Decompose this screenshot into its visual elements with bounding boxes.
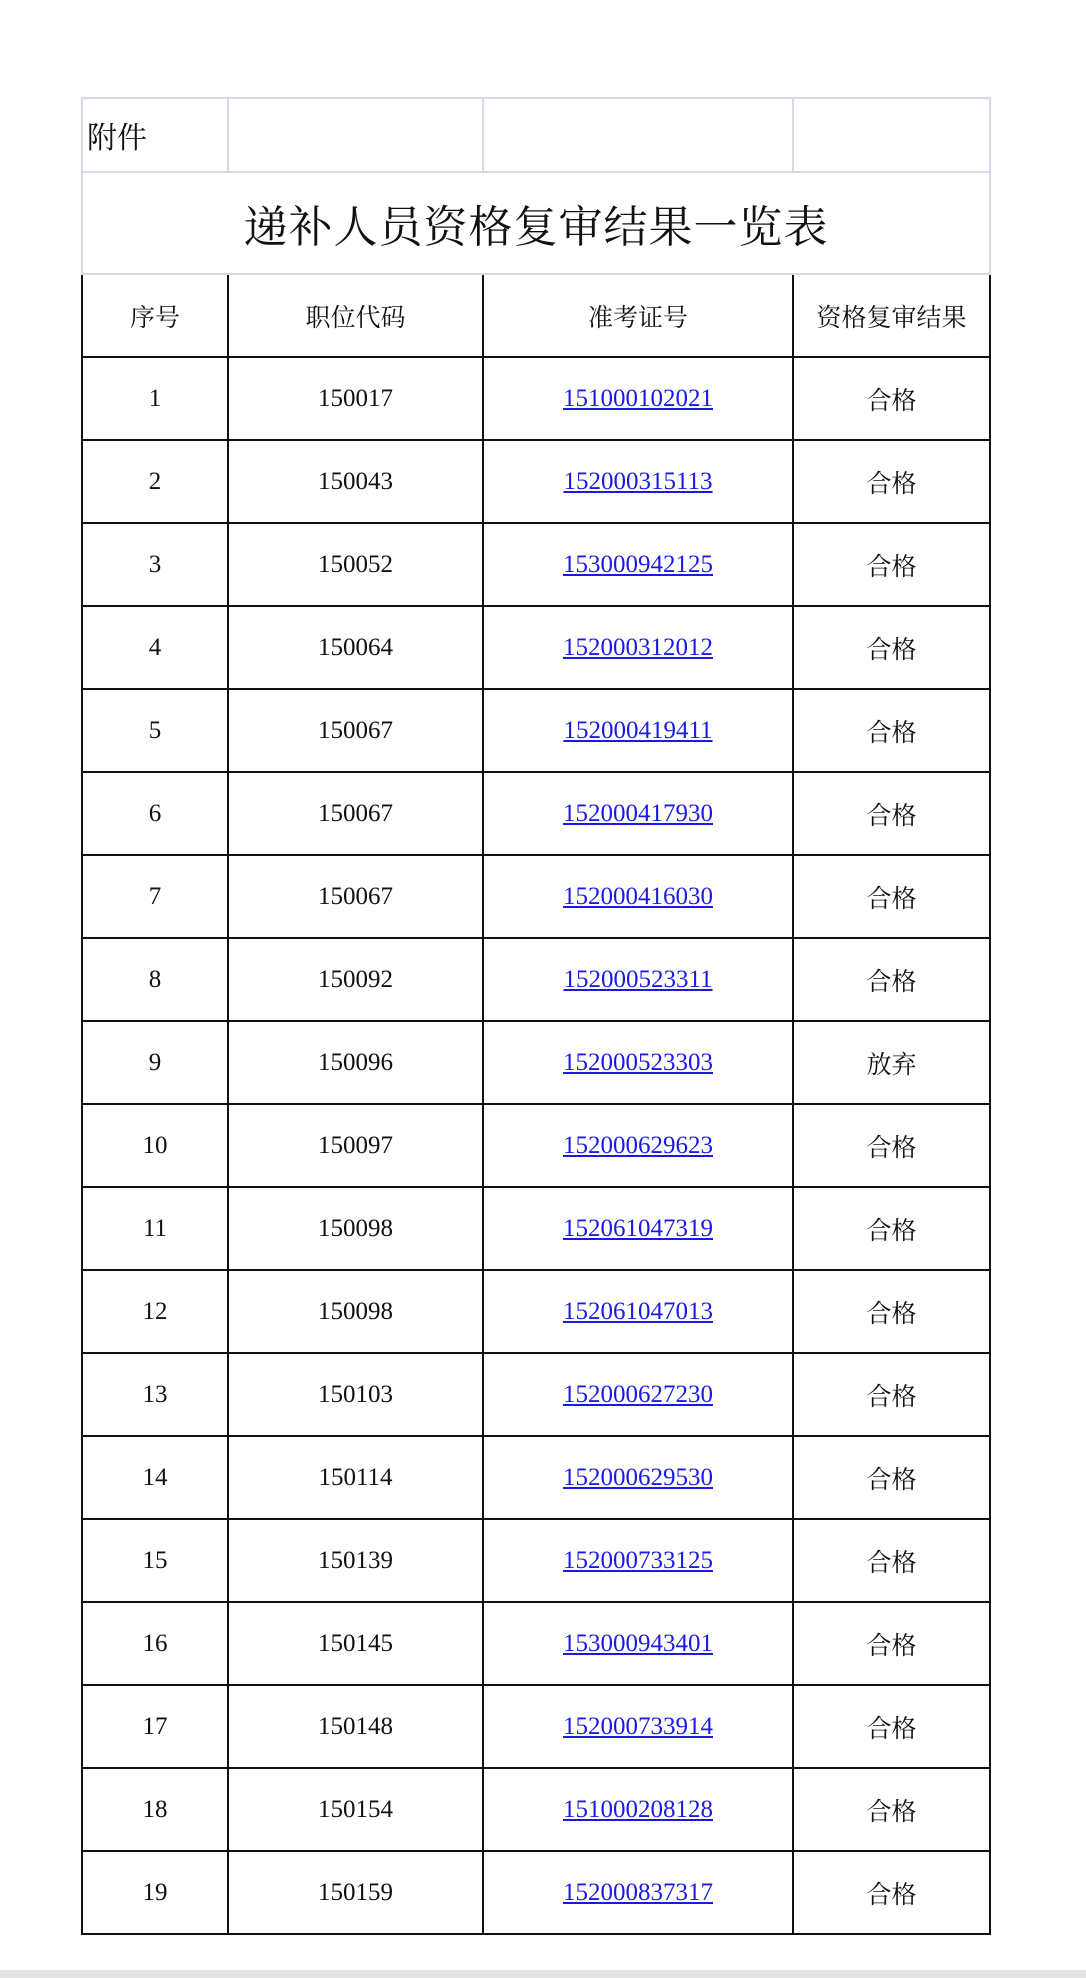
exam-ticket-cell	[483, 523, 793, 606]
serial-number-cell	[82, 772, 228, 855]
review-result-cell	[793, 523, 990, 606]
table-row	[82, 357, 990, 440]
position-code-cell: 150098	[318, 1214, 393, 1242]
exam-ticket-cell	[483, 1187, 793, 1270]
serial-number-cell	[82, 689, 228, 772]
table-row	[82, 1602, 990, 1685]
serial-number-cell: 13	[142, 1380, 168, 1408]
exam-ticket-cell	[483, 440, 793, 523]
serial-number-cell	[82, 938, 228, 1021]
header-review-result: 资格复审结果	[793, 274, 990, 357]
exam-ticket-cell	[483, 1851, 793, 1934]
title-row	[82, 172, 990, 274]
serial-number-cell	[82, 1187, 228, 1270]
exam-ticket-cell	[483, 1104, 793, 1187]
header-row	[82, 274, 990, 357]
table-row	[82, 606, 990, 689]
exam-ticket-cell	[483, 772, 793, 855]
serial-number-cell: 17	[142, 1712, 168, 1740]
exam-ticket-cell	[483, 855, 793, 938]
position-code-cell: 150159	[318, 1878, 393, 1906]
position-code-cell: 150067	[318, 799, 393, 827]
position-code-cell	[228, 1685, 483, 1768]
position-code-cell	[228, 1436, 483, 1519]
review-result-cell: 合格	[866, 1464, 917, 1494]
position-code-cell: 150067	[318, 716, 393, 744]
review-result-cell	[793, 1602, 990, 1685]
exam-ticket-cell	[483, 606, 793, 689]
serial-number-cell	[82, 1436, 228, 1519]
exam-ticket-link[interactable]: 152000419411	[563, 716, 713, 744]
review-result-cell	[793, 1104, 990, 1187]
serial-number-cell: 4	[148, 633, 162, 661]
position-code-cell: 150145	[318, 1629, 393, 1657]
review-result-cell	[793, 938, 990, 1021]
serial-number-cell: 18	[142, 1795, 168, 1823]
serial-number-cell: 15	[142, 1546, 168, 1574]
review-result-cell: 合格	[866, 385, 917, 415]
table-row	[82, 523, 990, 606]
review-result-cell: 合格	[866, 1796, 917, 1826]
serial-number-cell	[82, 1519, 228, 1602]
position-code-cell: 150097	[318, 1131, 393, 1159]
review-result-cell	[793, 1270, 990, 1353]
serial-number-cell: 10	[142, 1131, 168, 1159]
header-exam-ticket-number: 准考证号	[483, 274, 793, 357]
position-code-cell	[228, 1270, 483, 1353]
review-result-cell: 合格	[866, 883, 917, 913]
empty-cell	[228, 98, 483, 172]
serial-number-cell	[82, 1685, 228, 1768]
position-code-cell: 150139	[318, 1546, 393, 1574]
table-title: 递补人员资格复审结果一览表	[82, 172, 990, 274]
serial-number-cell: 14	[142, 1463, 168, 1491]
position-code-cell: 150154	[318, 1795, 393, 1823]
exam-ticket-cell	[483, 1685, 793, 1768]
table-row	[82, 938, 990, 1021]
position-code-cell	[228, 1851, 483, 1934]
review-result-cell: 合格	[866, 1547, 917, 1577]
table-row	[82, 440, 990, 523]
exam-ticket-cell	[483, 1768, 793, 1851]
review-result-cell: 合格	[866, 1215, 917, 1245]
review-result-cell	[793, 1353, 990, 1436]
serial-number-cell: 11	[142, 1214, 168, 1242]
serial-number-cell: 6	[148, 799, 162, 827]
exam-ticket-cell	[483, 357, 793, 440]
position-code-cell	[228, 1602, 483, 1685]
serial-number-cell: 7	[148, 882, 162, 910]
serial-number-cell	[82, 1851, 228, 1934]
table-row	[82, 1519, 990, 1602]
exam-ticket-link[interactable]: 152000629623	[563, 1131, 713, 1159]
position-code-cell: 150103	[318, 1380, 393, 1408]
exam-ticket-cell	[483, 1270, 793, 1353]
table-row	[82, 1104, 990, 1187]
exam-ticket-link[interactable]: 151000102021	[563, 384, 713, 412]
exam-ticket-link[interactable]: 152000523303	[563, 1048, 713, 1076]
serial-number-cell	[82, 606, 228, 689]
exam-ticket-link[interactable]: 152000837317	[563, 1878, 713, 1906]
exam-ticket-link[interactable]: 152000733914	[563, 1712, 713, 1740]
table-row	[82, 772, 990, 855]
serial-number-cell: 16	[142, 1629, 168, 1657]
position-code-cell	[228, 772, 483, 855]
position-code-cell: 150096	[318, 1048, 393, 1076]
exam-ticket-cell	[483, 938, 793, 1021]
position-code-cell: 150114	[318, 1463, 393, 1491]
serial-number-cell	[82, 1270, 228, 1353]
position-code-cell	[228, 357, 483, 440]
table-row	[82, 1353, 990, 1436]
exam-ticket-link[interactable]: 152061047319	[563, 1214, 713, 1242]
table-row	[82, 1768, 990, 1851]
review-result-cell	[793, 606, 990, 689]
serial-number-cell	[82, 1021, 228, 1104]
table-row	[82, 1851, 990, 1934]
position-code-cell	[228, 523, 483, 606]
position-code-cell	[228, 1353, 483, 1436]
review-result-cell: 合格	[866, 1132, 917, 1162]
serial-number-cell	[82, 1768, 228, 1851]
serial-number-cell	[82, 357, 228, 440]
review-result-cell: 合格	[866, 468, 917, 498]
review-result-cell	[793, 1436, 990, 1519]
review-result-cell: 合格	[866, 1713, 917, 1743]
serial-number-cell: 2	[148, 467, 162, 495]
review-result-cell	[793, 1021, 990, 1104]
review-result-cell: 放弃	[866, 1049, 917, 1079]
review-result-cell	[793, 440, 990, 523]
table-row	[82, 1021, 990, 1104]
exam-ticket-link[interactable]: 152000523311	[563, 965, 713, 993]
position-code-cell: 150067	[318, 882, 393, 910]
review-result-cell: 合格	[866, 800, 917, 830]
serial-number-cell: 19	[142, 1878, 168, 1906]
serial-number-cell: 9	[148, 1048, 162, 1076]
exam-ticket-link[interactable]: 153000943401	[563, 1629, 713, 1657]
serial-number-cell: 8	[148, 965, 162, 993]
review-result-cell	[793, 1187, 990, 1270]
review-result-cell: 合格	[866, 1381, 917, 1411]
serial-number-cell	[82, 440, 228, 523]
review-result-cell: 合格	[866, 634, 917, 664]
review-result-cell: 合格	[866, 1298, 917, 1328]
exam-ticket-link[interactable]: 152061047013	[563, 1297, 713, 1325]
review-result-cell: 合格	[866, 966, 917, 996]
position-code-cell: 150052	[318, 550, 393, 578]
exam-ticket-link[interactable]: 151000208128	[563, 1795, 713, 1823]
position-code-cell: 150064	[318, 633, 393, 661]
position-code-cell: 150098	[318, 1297, 393, 1325]
results-table	[81, 97, 991, 1935]
position-code-cell	[228, 1519, 483, 1602]
exam-ticket-link[interactable]: 152000627230	[563, 1380, 713, 1408]
attachment-label: 附件	[82, 98, 228, 172]
review-result-cell	[793, 1685, 990, 1768]
serial-number-cell	[82, 1353, 228, 1436]
exam-ticket-cell	[483, 1602, 793, 1685]
exam-ticket-link[interactable]: 152000416030	[563, 882, 713, 910]
position-code-cell	[228, 855, 483, 938]
attachment-row	[82, 98, 990, 172]
review-result-cell: 合格	[866, 1630, 917, 1660]
header-serial-number: 序号	[82, 274, 228, 357]
position-code-cell	[228, 1768, 483, 1851]
table-row	[82, 1685, 990, 1768]
position-code-cell	[228, 440, 483, 523]
position-code-cell	[228, 938, 483, 1021]
exam-ticket-cell	[483, 1021, 793, 1104]
empty-cell	[793, 98, 990, 172]
header-position-code: 职位代码	[228, 274, 483, 357]
review-result-cell	[793, 855, 990, 938]
serial-number-cell	[82, 1602, 228, 1685]
table-row	[82, 1187, 990, 1270]
position-code-cell: 150017	[318, 384, 393, 412]
serial-number-cell: 3	[148, 550, 162, 578]
table-row	[82, 1436, 990, 1519]
position-code-cell	[228, 606, 483, 689]
exam-ticket-cell	[483, 689, 793, 772]
review-result-cell	[793, 772, 990, 855]
review-result-cell	[793, 357, 990, 440]
serial-number-cell: 12	[142, 1297, 168, 1325]
empty-cell	[483, 98, 793, 172]
review-result-cell: 合格	[866, 717, 917, 747]
exam-ticket-cell	[483, 1353, 793, 1436]
exam-ticket-link[interactable]: 152000315113	[563, 467, 713, 495]
bottom-scroll-edge	[0, 1970, 1086, 1978]
review-result-cell	[793, 1519, 990, 1602]
serial-number-cell: 5	[148, 716, 162, 744]
exam-ticket-link[interactable]: 152000733125	[563, 1546, 713, 1574]
review-result-cell	[793, 1851, 990, 1934]
position-code-cell	[228, 1021, 483, 1104]
results-grid	[82, 274, 990, 1934]
position-code-cell	[228, 1104, 483, 1187]
exam-ticket-link[interactable]: 152000629530	[563, 1463, 713, 1491]
review-result-cell: 合格	[866, 1879, 917, 1909]
position-code-cell	[228, 689, 483, 772]
position-code-cell: 150092	[318, 965, 393, 993]
table-row	[82, 1270, 990, 1353]
exam-ticket-cell	[483, 1436, 793, 1519]
position-code-cell: 150043	[318, 467, 393, 495]
position-code-cell	[228, 1187, 483, 1270]
table-row	[82, 855, 990, 938]
review-result-cell: 合格	[866, 551, 917, 581]
exam-ticket-link[interactable]: 153000942125	[563, 550, 713, 578]
serial-number-cell	[82, 855, 228, 938]
table-row	[82, 689, 990, 772]
results-sheet	[81, 97, 989, 1935]
serial-number-cell: 1	[148, 384, 162, 412]
review-result-cell	[793, 1768, 990, 1851]
review-result-cell	[793, 689, 990, 772]
exam-ticket-cell	[483, 1519, 793, 1602]
position-code-cell: 150148	[318, 1712, 393, 1740]
exam-ticket-link[interactable]: 152000312012	[563, 633, 713, 661]
exam-ticket-link[interactable]: 152000417930	[563, 799, 713, 827]
serial-number-cell	[82, 1104, 228, 1187]
serial-number-cell	[82, 523, 228, 606]
